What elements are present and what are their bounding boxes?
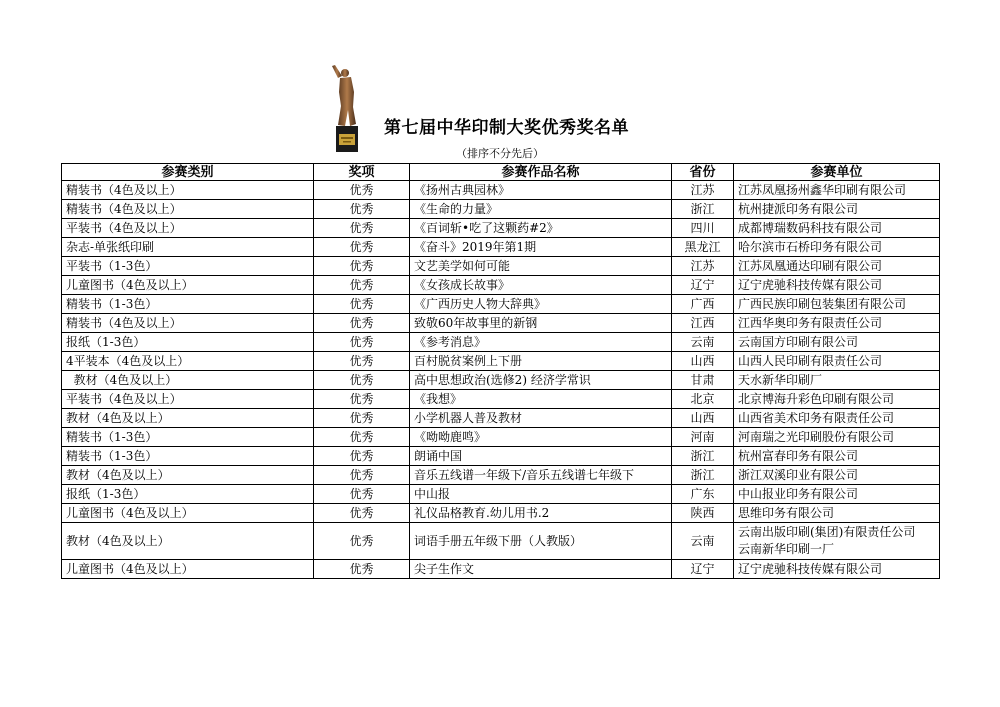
province-cell: 河南 [672,428,734,447]
province-cell: 山西 [672,409,734,428]
unit-name: 山西省美术印务有限责任公司 [738,410,895,425]
category-cell: 精装书（4色及以上） [62,314,314,333]
province-cell: 云南 [672,523,734,560]
province-cell: 黑龙江 [672,238,734,257]
unit-name: 哈尔滨市石桥印务有限公司 [738,239,883,254]
work-cell: 音乐五线谱一年级下/音乐五线谱七年级下 [410,466,672,485]
category-cell: 精装书（1-3色） [62,428,314,447]
document-subtitle [0,145,1000,161]
work-cell: 百村脱贫案例上下册 [410,352,672,371]
table-body [62,181,940,579]
unit-name: 中山报业印务有限公司 [738,486,859,501]
category-cell: 杂志-单张纸印刷 [62,238,314,257]
category-cell: 平装书（4色及以上） [62,219,314,238]
award-cell: 优秀 [314,504,410,523]
work-cell: 《我想》 [410,390,672,409]
work-cell: 《女孩成长故事》 [410,276,672,295]
unit-name: 浙江双溪印业有限公司 [738,467,859,482]
table-row [62,276,940,295]
category-cell: 4平装本（4色及以上） [62,352,314,371]
award-cell: 优秀 [314,276,410,295]
work-cell: 致敬60年故事里的新钢 [410,314,672,333]
category-cell: 儿童图书（4色及以上） [62,276,314,295]
unit-cell [734,295,940,314]
work-cell: 《呦呦鹿鸣》 [410,428,672,447]
unit-cell [734,371,940,390]
header-unit: 参赛单位 [734,164,940,181]
province-cell: 四川 [672,219,734,238]
table-row [62,560,940,579]
unit-name: 天水新华印刷厂 [738,372,823,387]
table-row [62,504,940,523]
unit-cell [734,257,940,276]
award-cell: 优秀 [314,238,410,257]
province-cell: 辽宁 [672,560,734,579]
work-cell: 礼仪品格教育.幼儿用书.2 [410,504,672,523]
unit-cell [734,409,940,428]
unit-cell [734,333,940,352]
award-cell: 优秀 [314,314,410,333]
unit-cell [734,560,940,579]
award-cell: 优秀 [314,295,410,314]
province-cell: 北京 [672,390,734,409]
unit-name: 辽宁虎驰科技传媒有限公司 [738,561,883,576]
unit-name: 江西华奥印务有限责任公司 [738,315,883,330]
table-row [62,200,940,219]
header-category: 参赛类别 [62,164,314,181]
award-cell: 优秀 [314,257,410,276]
award-cell: 优秀 [314,390,410,409]
category-cell: 报纸（1-3色） [62,333,314,352]
unit-name: 辽宁虎驰科技传媒有限公司 [738,277,883,292]
unit-name: 云南出版印刷(集团)有限责任公司 [738,525,916,539]
award-cell: 优秀 [314,428,410,447]
work-cell: 《生命的力量》 [410,200,672,219]
unit-name: 成都博瑞数码科技有限公司 [738,220,883,235]
unit-name: 思维印务有限公司 [738,505,835,520]
trophy-icon [326,62,368,154]
category-cell: 精装书（4色及以上） [62,200,314,219]
province-cell: 甘肃 [672,371,734,390]
table-row [62,523,940,560]
unit-name: 江苏凤凰扬州鑫华印刷有限公司 [738,182,907,197]
table-row [62,352,940,371]
unit-name: 山西人民印刷有限责任公司 [738,353,883,368]
table-row [62,219,940,238]
unit-cell [734,504,940,523]
unit-cell [734,219,940,238]
award-cell: 优秀 [314,371,410,390]
work-cell: 文艺美学如何可能 [410,257,672,276]
work-cell: 词语手册五年级下册（人教版） [410,523,672,560]
unit-name: 北京博海升彩色印刷有限公司 [738,391,895,406]
award-cell: 优秀 [314,181,410,200]
table-row [62,485,940,504]
table-row [62,333,940,352]
unit-cell [734,276,940,295]
province-cell: 江苏 [672,181,734,200]
unit-cell [734,523,940,560]
category-cell: 平装书（1-3色） [62,257,314,276]
work-cell: 《参考消息》 [410,333,672,352]
category-cell: 精装书（4色及以上） [62,181,314,200]
award-cell: 优秀 [314,352,410,371]
award-cell: 优秀 [314,409,410,428]
unit-cell [734,485,940,504]
province-cell: 广东 [672,485,734,504]
header-award: 奖项 [314,164,410,181]
unit-cell [734,314,940,333]
unit-name: 杭州捷派印务有限公司 [738,201,859,216]
category-cell: 教材（4色及以上） [62,371,314,390]
unit-cell [734,390,940,409]
award-cell: 优秀 [314,560,410,579]
category-cell: 平装书（4色及以上） [62,390,314,409]
award-cell: 优秀 [314,466,410,485]
award-cell: 优秀 [314,523,410,560]
category-cell: 儿童图书（4色及以上） [62,504,314,523]
award-cell: 优秀 [314,219,410,238]
province-cell: 山西 [672,352,734,371]
category-cell: 教材（4色及以上） [62,466,314,485]
unit-cell [734,466,940,485]
table-row [62,181,940,200]
category-cell: 教材（4色及以上） [62,523,314,560]
work-cell: 高中思想政治(选修2) 经济学常识 [410,371,672,390]
category-cell: 精装书（1-3色） [62,447,314,466]
unit-cell [734,181,940,200]
unit-name: 江苏凤凰通达印刷有限公司 [738,258,883,273]
province-cell: 江西 [672,314,734,333]
table-row [62,257,940,276]
table-row [62,371,940,390]
work-cell: 朗诵中国 [410,447,672,466]
work-cell: 尖子生作文 [410,560,672,579]
unit-cell [734,447,940,466]
table-row [62,409,940,428]
table-row [62,466,940,485]
header-work: 参赛作品名称 [410,164,672,181]
province-cell: 江苏 [672,257,734,276]
province-cell: 浙江 [672,200,734,219]
province-cell: 陕西 [672,504,734,523]
unit-name: 云南国方印刷有限公司 [738,334,859,349]
table-header-row [62,164,940,181]
work-cell: 小学机器人普及教材 [410,409,672,428]
province-cell: 浙江 [672,466,734,485]
work-cell: 《广西历史人物大辞典》 [410,295,672,314]
province-cell: 辽宁 [672,276,734,295]
province-cell: 广西 [672,295,734,314]
table-row [62,314,940,333]
award-cell: 优秀 [314,485,410,504]
subtitle-text: （排序不分先后） [456,147,544,160]
province-cell: 浙江 [672,447,734,466]
table-row [62,447,940,466]
table-row [62,428,940,447]
header-province: 省份 [672,164,734,181]
province-cell: 云南 [672,333,734,352]
category-cell: 儿童图书（4色及以上） [62,560,314,579]
work-cell: 中山报 [410,485,672,504]
unit-cell [734,428,940,447]
category-cell: 报纸（1-3色） [62,485,314,504]
unit-cell [734,238,940,257]
work-cell: 《奋斗》2019年第1期 [410,238,672,257]
award-cell: 优秀 [314,333,410,352]
category-cell: 精装书（1-3色） [62,295,314,314]
award-cell: 优秀 [314,447,410,466]
document-title: 第七届中华印制大奖优秀奖名单 [384,118,629,138]
unit-name: 广西民族印刷包装集团有限公司 [738,296,907,311]
work-cell: 《百词斩•吃了这颗药#2》 [410,219,672,238]
unit-name: 杭州富春印务有限公司 [738,448,859,463]
table-row [62,390,940,409]
table-row [62,238,940,257]
award-cell: 优秀 [314,200,410,219]
category-cell: 教材（4色及以上） [62,409,314,428]
unit-name: 云南新华印刷一厂 [738,542,835,556]
table-row [62,295,940,314]
award-table [61,163,940,579]
unit-cell [734,352,940,371]
unit-cell [734,200,940,219]
unit-name: 河南瑞之光印刷股份有限公司 [738,429,895,444]
work-cell: 《扬州古典园林》 [410,181,672,200]
